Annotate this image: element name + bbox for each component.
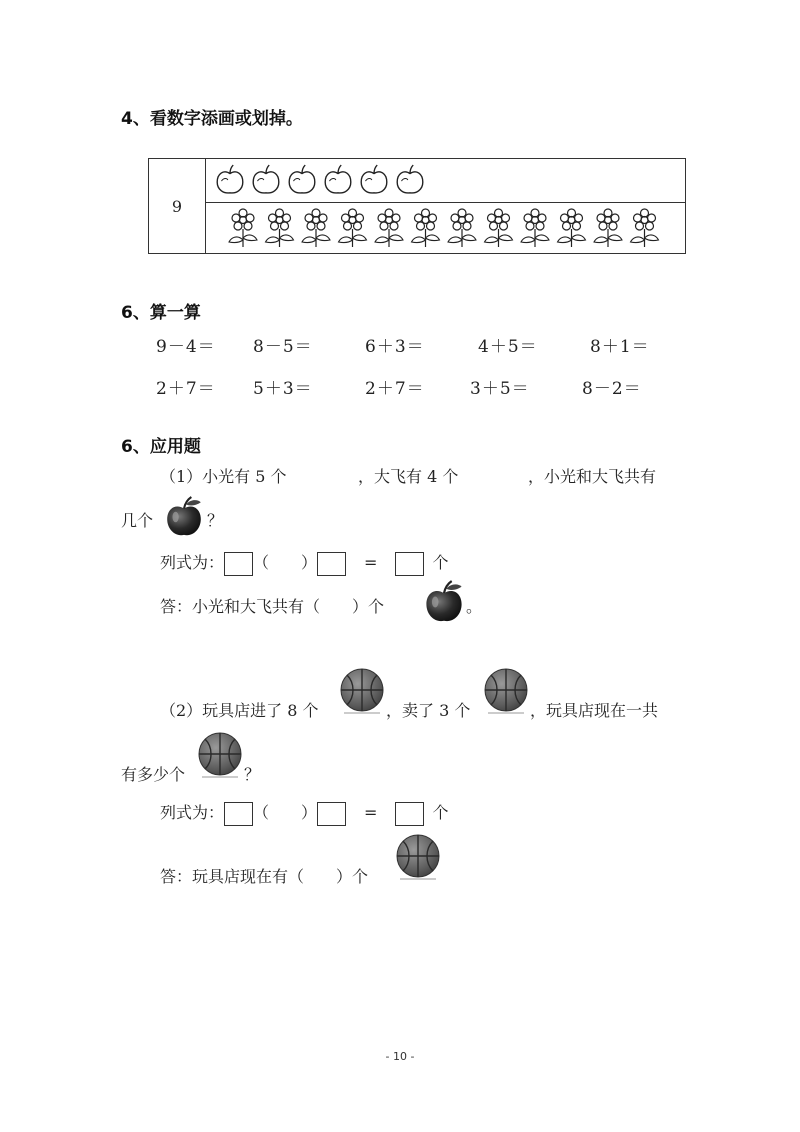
q1-box-1[interactable] <box>224 552 253 576</box>
basketball-icon <box>338 668 386 716</box>
apple-row-drawing <box>214 161 694 203</box>
apple-outline-icon <box>361 165 387 193</box>
q1-answer-end: 。 <box>466 597 483 616</box>
q2-box-3[interactable] <box>395 802 424 826</box>
q1-text-c: ，小光和大飞共有 <box>528 467 657 486</box>
equation-r2-1: 2＋7＝ <box>156 379 216 399</box>
q2-line2-a: 有多少个 <box>121 765 186 784</box>
apple-icon <box>422 580 466 624</box>
flower-outline-icon <box>448 209 476 247</box>
flower-outline-icon <box>229 209 257 247</box>
flower-row[interactable] <box>206 203 685 253</box>
q2-box-2[interactable] <box>317 802 346 826</box>
flower-outline-icon <box>631 209 659 247</box>
section4-title: 4、看数字添画或划掉。 <box>121 109 303 129</box>
q2-box-1[interactable] <box>224 802 253 826</box>
section6a-title: 6、算一算 <box>121 303 201 323</box>
flower-outline-icon <box>302 209 330 247</box>
q1-equals: = <box>364 553 378 572</box>
equation-r2-2: 5＋3＝ <box>253 379 313 399</box>
equation-r1-2: 8－5＝ <box>253 337 313 357</box>
flower-row-drawing <box>226 206 706 256</box>
flower-outline-icon <box>412 209 440 247</box>
flower-outline-icon <box>266 209 294 247</box>
equation-r1-4: 4＋5＝ <box>478 337 538 357</box>
q1-operator-paren[interactable]: （ ） <box>253 553 318 572</box>
flower-outline-icon <box>594 209 622 247</box>
q2-answer: 答：玩具店现在有（ ）个 <box>160 867 369 886</box>
section6b-title: 6、应用题 <box>121 437 201 457</box>
flower-outline-icon <box>558 209 586 247</box>
q1-formula <box>160 550 448 576</box>
q2-unit: 个 <box>432 803 449 822</box>
flower-outline-icon <box>375 209 403 247</box>
q1-formula-label: 列式为： <box>160 553 225 572</box>
target-number: 9 <box>171 197 183 216</box>
basketball-icon <box>394 834 442 882</box>
q2-formula-label: 列式为： <box>160 803 225 822</box>
q2-formula <box>160 800 448 826</box>
q2-text-c: ，玩具店现在一共 <box>530 701 659 720</box>
flower-outline-icon <box>521 209 549 247</box>
number-cell <box>149 159 206 253</box>
apple-outline-icon <box>289 165 315 193</box>
equation-r2-5: 8－2＝ <box>582 379 642 399</box>
equation-r1-1: 9－4＝ <box>156 337 216 357</box>
q2-line2-b: ？ <box>244 765 261 784</box>
q1-box-3[interactable] <box>395 552 424 576</box>
flower-outline-icon <box>485 209 513 247</box>
basketball-icon <box>482 668 530 716</box>
apple-icon <box>163 496 205 538</box>
q1-line2-a: 几个 <box>121 511 154 530</box>
apple-outline-icon <box>397 165 423 193</box>
q2-operator-paren[interactable]: （ ） <box>253 803 318 822</box>
counting-table <box>148 158 686 254</box>
q2-equals: = <box>364 803 378 822</box>
q1-text-b: ，大飞有 4 个 <box>358 467 459 486</box>
basketball-icon <box>196 732 244 780</box>
page-number: - 10 - <box>385 1050 415 1063</box>
equation-r2-3: 2＋7＝ <box>365 379 425 399</box>
apple-outline-icon <box>325 165 351 193</box>
apple-outline-icon <box>217 165 243 193</box>
q1-text-a: （1）小光有 5 个 <box>160 467 287 486</box>
equation-r1-5: 8＋1＝ <box>590 337 650 357</box>
q1-unit: 个 <box>432 553 449 572</box>
q1-box-2[interactable] <box>317 552 346 576</box>
q1-answer: 答：小光和大飞共有（ ）个 <box>160 597 385 616</box>
q1-line2-b: ？ <box>207 511 224 530</box>
apple-outline-icon <box>253 165 279 193</box>
q2-text-b: ，卖了 3 个 <box>386 701 471 720</box>
q2-text-a: （2）玩具店进了 8 个 <box>160 701 319 720</box>
equation-r2-4: 3＋5＝ <box>470 379 530 399</box>
flower-outline-icon <box>339 209 367 247</box>
apple-row[interactable] <box>206 159 685 203</box>
equation-r1-3: 6＋3＝ <box>365 337 425 357</box>
